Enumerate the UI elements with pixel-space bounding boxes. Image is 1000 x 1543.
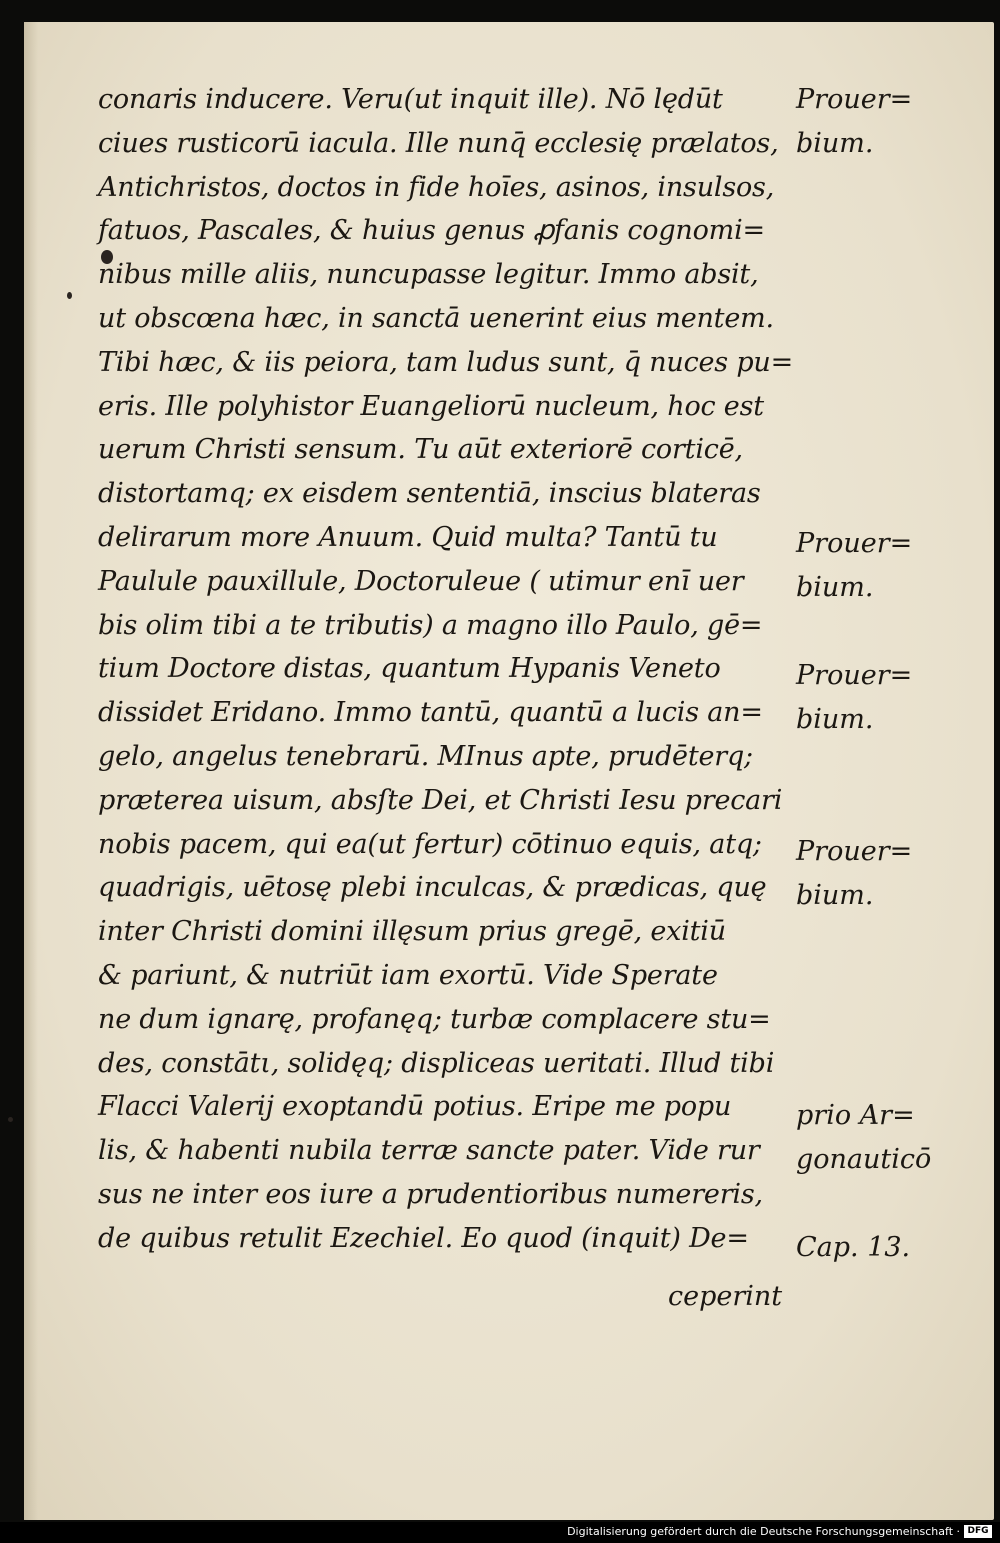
text-line: des, constātι, solidęq; displiceas ueritati. Illud tibi [98,1047,775,1079]
margin-note-argonautico [796,1094,931,1182]
margin-note-proverbium [796,522,912,610]
margin-note-proverbium [796,78,912,166]
margin-note-line: bium. [796,879,874,911]
text-line: de quibus retulit Ezechiel. Eo quod (inquit) De= [98,1222,749,1254]
margin-note-line: bium. [796,703,874,735]
margin-note-proverbium [796,830,912,918]
text-line: fatuos, Pascales, & huius genus ꝓfanis cognomi= [98,215,765,247]
margin-note-line: Cap. 13. [796,1232,911,1263]
funding-credit: Digitalisierung gefördert durch die Deutsche Forschungsgemeinschaft · [567,1525,960,1538]
text-line: Antichristos, doctos in fide hoīes, asinos, insulsos, [98,171,775,203]
catchword: ceperint [668,1281,783,1312]
text-line: ciues rusticorū iacula. Ille nunq̄ ecclesię prælatos, [98,127,779,159]
margin-note-line: bium. [796,127,874,159]
text-line: uerum Christi sensum. Tu aūt exteriorē corticē, [98,434,743,466]
text-line: delirarum more Anuum. Quid multa? Tantū tu [98,521,718,553]
margin-note-proverbium [796,654,912,742]
body-text [98,78,794,1261]
text-line: Flacci Valerij exoptandū potius. Eripe me popu [98,1091,732,1123]
text-line: gelo, angelus tenebrarū. MInus apte, prudēterq; [98,740,753,772]
text-line: conaris inducere. Veru(ut inquit ille). Nō lędūt [98,84,723,115]
text-line: quadrigis, uētosę plebi inculcas, & prædicas, quę [98,872,767,904]
margin-note-line: gonauticō [796,1143,932,1175]
text-line: Paulule pauxillule, Doctoruleue ( utimur enī uer [98,565,744,597]
text-line: prætereа uisum, absſte Dei, et Christi Iesu precari [98,784,783,816]
text-line: ne dum ignarę, profanęq; turbæ complacere stu= [98,1003,771,1035]
text-line: eris. Ille polyhistor Euangeliorū nucleum, hoc est [98,390,764,422]
text-line: distortamq; ex eisdem sententiā, inscius blateras [98,478,761,510]
text-line: bis olim tibi a te tributis) a magno illo Paulo, gē= [98,609,763,641]
text-line: inter Christi domini illęsum prius gregē, exitiū [98,916,726,948]
ink-dot [8,1117,13,1122]
text-line: tium Doctore distas, quantum Hypanis Veneto [98,653,721,685]
dfg-logo: DFG [964,1525,992,1538]
margin-note-chapter [796,1226,910,1270]
text-line: dissidet Eridano. Immo tantū, quantū a lucis an= [98,697,763,729]
margin-note-line: prio Ar= [796,1100,915,1131]
margin-note-line: Prouer= [796,84,913,115]
text-line: sus ne inter eos iure a prudentioribus numereris, [98,1178,763,1210]
text-line: lis, & habenti nubila terræ sancte pater. Vide rur [98,1135,760,1167]
margin-note-line: Prouer= [796,660,913,691]
ink-dot [67,292,72,299]
footer-bar [0,1522,1000,1543]
text-line: ut obscœna hæc, in sanctā uenerint eius mentem. [98,302,774,334]
page-gutter-shadow [24,22,38,1520]
text-line: nibus mille aliis, nuncupasse legitur. Immo absit, [98,259,759,291]
margin-note-line: Prouer= [796,528,913,559]
text-line: Tibi hæc, & iis peiora, tam ludus sunt, q̄ nuces pu= [98,346,794,378]
margin-note-line: bium. [796,571,874,603]
text-line: nobis pacem, qui ea(ut fertur) cōtinuo equis, atq; [98,828,762,860]
text-line: & pariunt, & nutriūt iam exortū. Vide Sperate [98,959,718,991]
margin-note-line: Prouer= [796,836,913,867]
